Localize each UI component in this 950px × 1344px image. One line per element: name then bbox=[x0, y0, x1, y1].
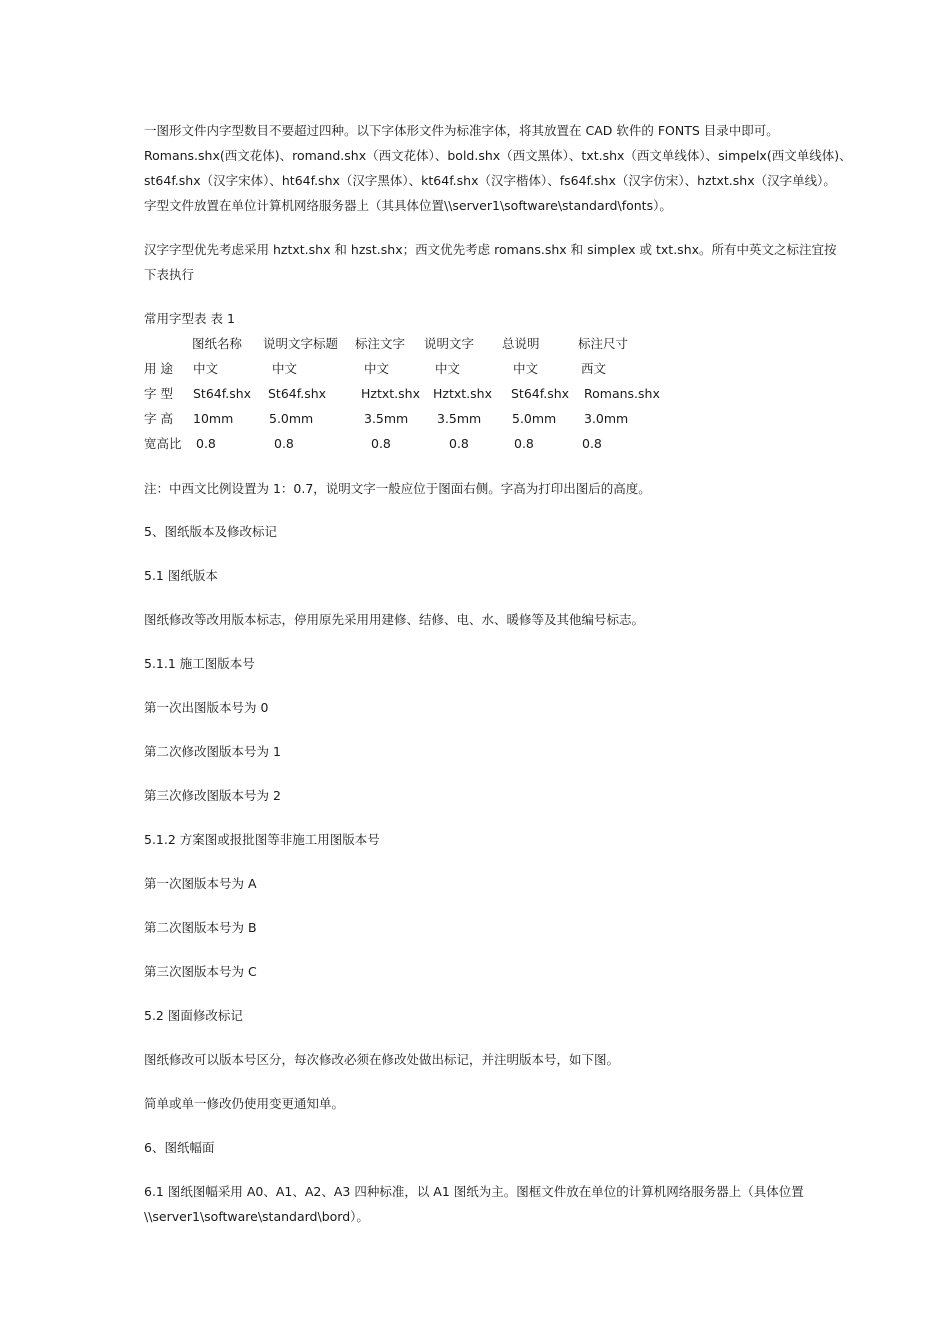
font-priority-line-1: 汉字字型优先考虑采用 hztxt.shx 和 hzst.shx；西文优先考虑 romans.shx 和 simplex 或 txt.shx。所有中英文之标注宜按 bbox=[144, 242, 837, 257]
version-2-text: 第三次修改图版本号为 2 bbox=[144, 788, 281, 803]
intro-line-1: 一图形文件内字型数目不要超过四种。以下字体形文件为标准字体，将其放置在 CAD 软件的 FONTS 目录中即可。 bbox=[144, 123, 779, 138]
table-header-cell: 标注文字 bbox=[355, 336, 406, 351]
section-heading-5-1-1: 5.1.1 施工图版本号 bbox=[144, 656, 255, 671]
intro-line-2: Romans.shx(西文花体)、romand.shx（西文花体）、bold.shx（西文黑体）、txt.shx（西文单线体）、simpelx(西文单线体)、 bbox=[144, 148, 852, 163]
table-cell: Hztxt.shx bbox=[433, 386, 492, 401]
table-cell: 西文 bbox=[581, 361, 607, 376]
section-heading-5-1: 5.1 图纸版本 bbox=[144, 568, 218, 583]
version-c-text: 第三次图版本号为 C bbox=[144, 964, 257, 979]
table-row-label: 宽高比 bbox=[144, 436, 182, 451]
table-cell: 5.0mm bbox=[269, 411, 314, 426]
table-cell: 3.0mm bbox=[584, 411, 629, 426]
table-caption: 常用字型表 表 1 bbox=[144, 311, 235, 326]
table-header-cell: 图纸名称 bbox=[192, 336, 243, 351]
font-priority-line-2: 下表执行 bbox=[144, 267, 195, 282]
table-header-cell: 说明文字标题 bbox=[263, 336, 339, 351]
section-5-1-text: 图纸修改等改用版本标志，停用原先采用用建修、结修、电、水、暖修等及其他编号标志。 bbox=[144, 612, 645, 627]
intro-line-3: st64f.shx（汉字宋体）、ht64f.shx（汉字黑体）、kt64f.shx（汉字楷体）、fs64f.shx（汉字仿宋）、hztxt.shx（汉字单线）。 bbox=[144, 173, 836, 188]
version-b-text: 第二次图版本号为 B bbox=[144, 920, 257, 935]
table-row-label: 字 高 bbox=[144, 411, 173, 426]
table-cell: 0.8 bbox=[514, 436, 534, 451]
table-cell: St64f.shx bbox=[511, 386, 570, 401]
version-0-text: 第一次出图版本号为 0 bbox=[144, 700, 269, 715]
table-cell: 中文 bbox=[193, 361, 219, 376]
section-5-2-text-2: 简单或单一修改仍使用变更通知单。 bbox=[144, 1096, 345, 1111]
intro-line-4: 字型文件放置在单位计算机网络服务器上（其具体位置\\server1\software\standard\fonts）。 bbox=[144, 198, 672, 213]
table-cell: 0.8 bbox=[371, 436, 391, 451]
table-row-label: 字 型 bbox=[144, 386, 173, 401]
table-cell: 0.8 bbox=[449, 436, 469, 451]
table-cell: 5.0mm bbox=[512, 411, 557, 426]
table-cell: Romans.shx bbox=[584, 386, 660, 401]
table-cell: St64f.shx bbox=[268, 386, 327, 401]
section-heading-6: 6、图纸幅面 bbox=[144, 1140, 215, 1155]
section-5-2-text-1: 图纸修改可以版本号区分，每次修改必须在修改处做出标记，并注明版本号，如下图。 bbox=[144, 1052, 620, 1067]
table-cell: 中文 bbox=[272, 361, 298, 376]
table-cell: St64f.shx bbox=[193, 386, 252, 401]
table-cell: 0.8 bbox=[274, 436, 294, 451]
table-cell: 中文 bbox=[513, 361, 539, 376]
table-note: 注：中西文比例设置为 1：0.7，说明文字一般应位于图面右侧。字高为打印出图后的高度。 bbox=[144, 481, 651, 496]
section-heading-5-1-2: 5.1.2 方案图或报批图等非施工用图版本号 bbox=[144, 832, 380, 847]
table-cell: Hztxt.shx bbox=[361, 386, 420, 401]
section-heading-5: 5、图纸版本及修改标记 bbox=[144, 524, 277, 539]
table-header-cell: 说明文字 bbox=[424, 336, 475, 351]
table-cell: 10mm bbox=[193, 411, 234, 426]
table-cell: 0.8 bbox=[582, 436, 602, 451]
section-6-1-line-1: 6.1 图纸图幅采用 A0、A1、A2、A3 四种标准，以 A1 图纸为主。图框文件放在单位的计算机网络服务器上（具体位置 bbox=[144, 1184, 804, 1199]
version-1-text: 第二次修改图版本号为 1 bbox=[144, 744, 281, 759]
table-cell: 3.5mm bbox=[364, 411, 409, 426]
table-header-cell: 总说明 bbox=[502, 336, 540, 351]
table-header-cell: 标注尺寸 bbox=[578, 336, 629, 351]
table-cell: 3.5mm bbox=[437, 411, 482, 426]
table-cell: 中文 bbox=[364, 361, 390, 376]
section-heading-5-2: 5.2 图面修改标记 bbox=[144, 1008, 243, 1023]
section-6-1-line-2: \\server1\software\standard\bord）。 bbox=[144, 1209, 369, 1224]
version-a-text: 第一次图版本号为 A bbox=[144, 876, 257, 891]
table-cell: 中文 bbox=[435, 361, 461, 376]
table-row-label: 用 途 bbox=[144, 361, 173, 376]
table-cell: 0.8 bbox=[196, 436, 216, 451]
